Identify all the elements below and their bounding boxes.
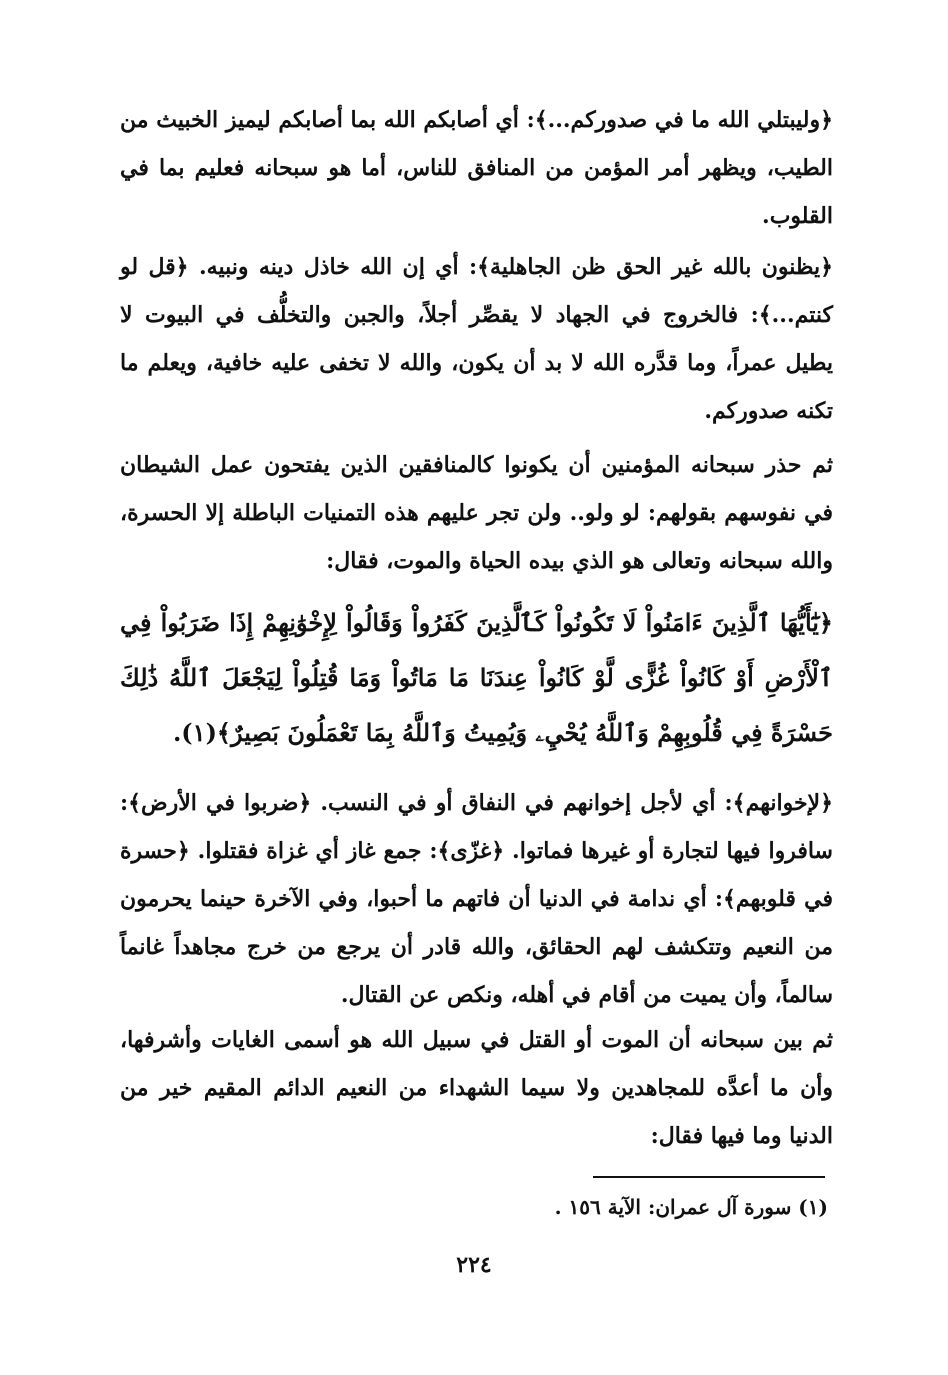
paragraph-3	[120, 441, 833, 585]
paragraph-2	[120, 243, 833, 435]
paragraph-3-text: ثم حذر سبحانه المؤمنين أن يكونوا كالمنافقين الذين يفتحون عمل الشيطان في نفوسهم بقولهم: لو ولو.. ولن تجر عليهم هذه التمنيات الباطلة إلا الحسرة، والله سبحانه وتعالى هو الذي بيده الحياة والموت، فقال:	[120, 452, 833, 574]
paragraph-1	[120, 96, 833, 240]
footnote: (١) سورة آل عمران: الآية ١٥٦ .	[554, 1195, 828, 1219]
paragraph-4-text: ﴿لإخوانهم﴾: أي لأجل إخوانهم في النفاق أو في النسب. ﴿ضربوا في الأرض﴾: سافروا فيها لتجارة أو غيرها فماتوا. ﴿غزّى﴾: جمع غاز أي غزاة فقتلوا. ﴿حسرة في قلوبهم﴾: أي ندامة في الدنيا أن فاتهم ما أحبوا، وفي الآخرة حينما يحرمون من النعيم وتتكشف لهم الحقائق، والله قادر أن يرجع من خرج مجاهداً غانماً سالماً، وأن يميت من أقام في أهله، ونكص عن القتال.	[120, 790, 833, 1008]
paragraph-5-text: ثم بين سبحانه أن الموت أو القتل في سبيل الله هو أسمى الغايات وأشرفها، وأن ما أعدَّه للمجاهدين ولا سيما الشهداء من النعيم الدائم المقيم خير من الدنيا وما فيها فقال:	[120, 1027, 833, 1149]
quran-verse	[120, 595, 833, 760]
paragraph-4	[120, 779, 833, 1019]
quran-verse-text: ﴿يَٰٓأَيُّهَا ٱلَّذِينَ ءَامَنُواْ لَا تَكُونُواْ كَٱلَّذِينَ كَفَرُواْ وَقَالُواْ لِإِخْوَٰنِهِمْ إِذَا ضَرَبُواْ فِي ٱلْأَرْضِ أَوْ كَانُواْ غُزًّى لَّوْ كَانُواْ عِندَنَا مَا مَاتُواْ وَمَا قُتِلُواْ لِيَجْعَلَ ٱللَّهُ ذَٰلِكَ حَسْرَةً فِي قُلُوبِهِمْ وَٱللَّهُ يُحْيِۦ وَيُمِيتُ وَٱللَّهُ بِمَا تَعْمَلُونَ بَصِيرٌ﴾(١).	[120, 608, 833, 747]
paragraph-1-text: ﴿وليبتلي الله ما في صدوركم...﴾: أي أصابكم الله بما أصابكم ليميز الخبيث من الطيب، ويظهر أمر المؤمن من المنافق للناس، أما هو سبحانه فعليم بما في القلوب.	[120, 107, 833, 229]
paragraph-2-text: ﴿يظنون بالله غير الحق ظن الجاهلية﴾: أي إن الله خاذل دينه ونبيه. ﴿قل لو كنتم...﴾: فالخروج في الجهاد لا يقصِّر أجلاً، والجبن والتخلُّف في البيوت لا يطيل عمراً، وما قدَّره الله لا بد أن يكون، والله لا تخفى عليه خافية، ويعلم ما تكنه صدوركم.	[120, 254, 833, 424]
footnote-divider	[593, 1176, 825, 1178]
page-number: ٢٢٤	[456, 1252, 492, 1278]
paragraph-5	[120, 1016, 833, 1160]
